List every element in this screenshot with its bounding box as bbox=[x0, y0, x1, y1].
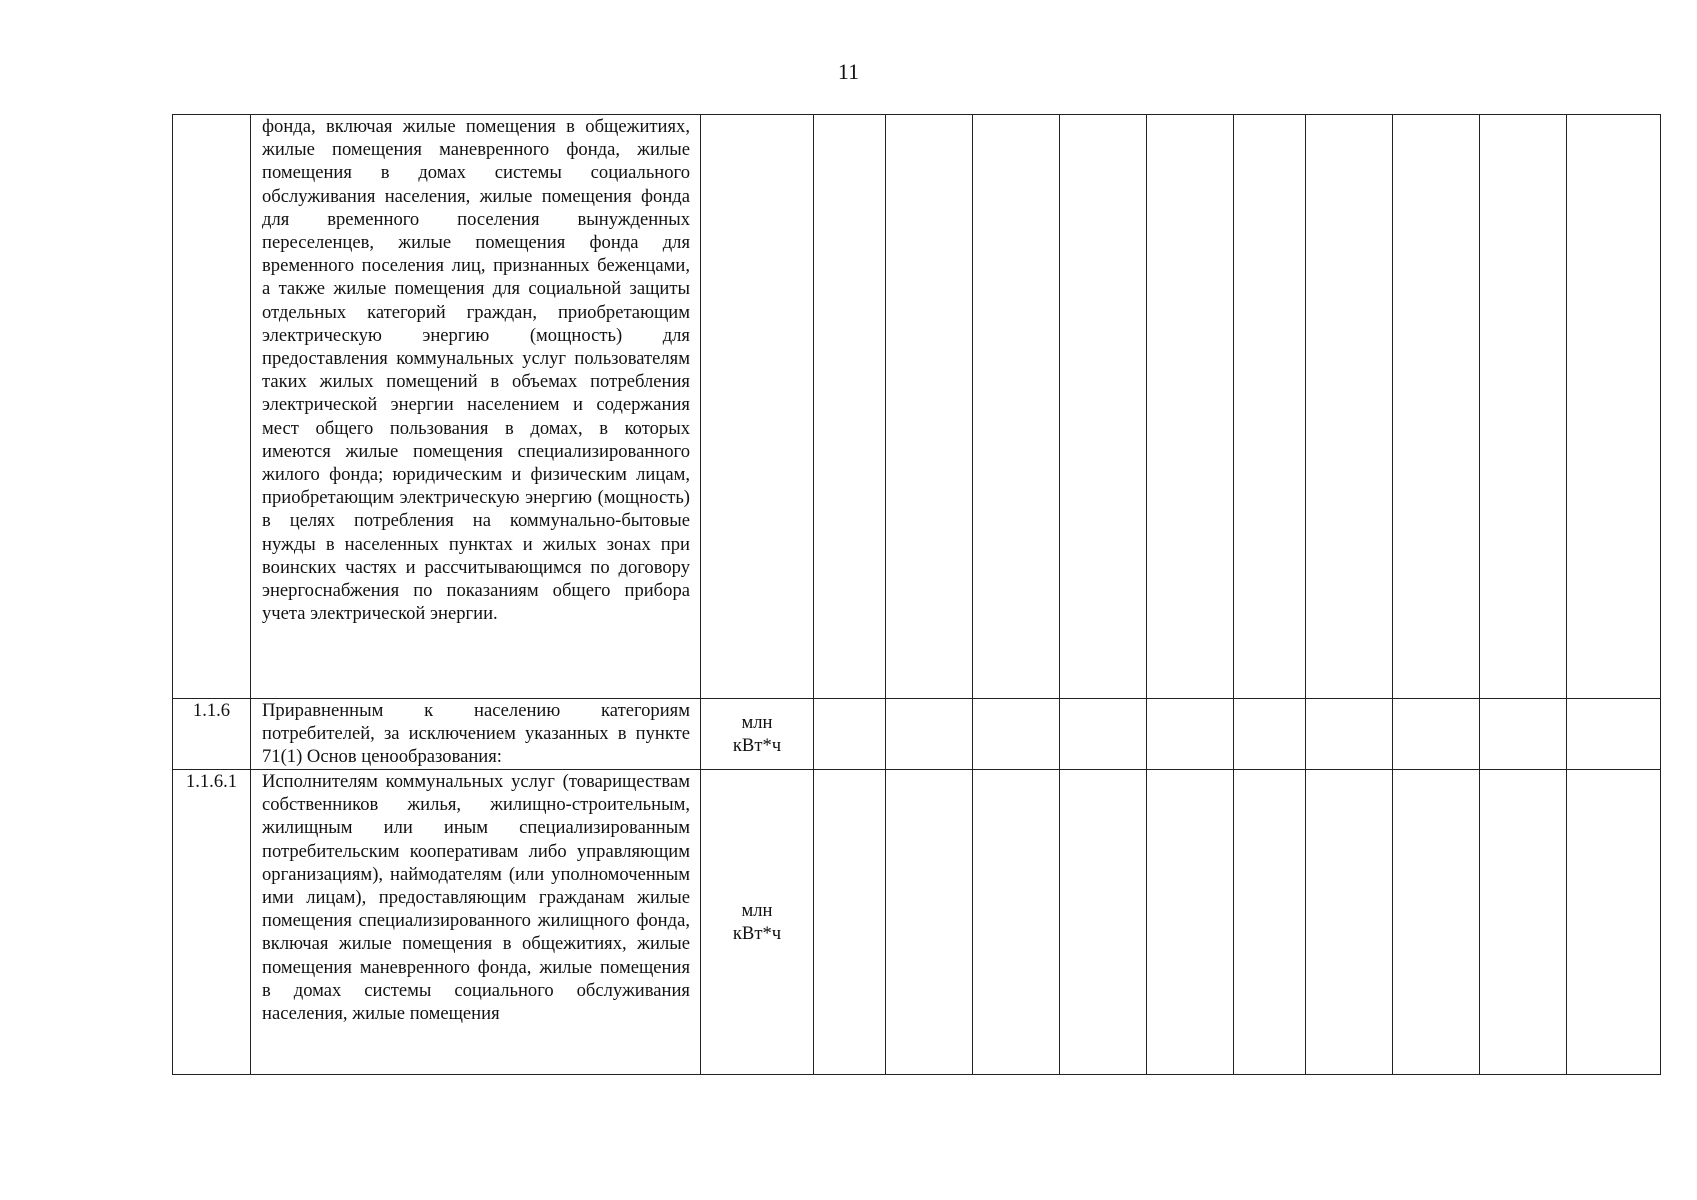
value-cell bbox=[1567, 699, 1661, 770]
value-cell bbox=[1147, 699, 1234, 770]
value-cell bbox=[1234, 699, 1306, 770]
value-cell bbox=[973, 699, 1060, 770]
description-cell bbox=[251, 770, 701, 1075]
table-row bbox=[173, 115, 1661, 699]
page-number: 11 bbox=[837, 59, 860, 84]
value-cell bbox=[1393, 699, 1480, 770]
value-cell bbox=[1060, 115, 1147, 699]
row-number-cell: 1.1.6 bbox=[173, 699, 251, 770]
description-cell bbox=[251, 699, 701, 770]
table-row bbox=[173, 770, 1661, 1075]
row-number-cell: 1.1.6.1 bbox=[173, 770, 251, 1075]
data-table bbox=[172, 114, 1661, 1075]
description-cell bbox=[251, 115, 701, 699]
description-text: Приравненным к населению категориям потребителей, за исключением указанных в пункте 71(1) Основ ценообразования: bbox=[262, 700, 690, 768]
unit-line-2: кВт*ч bbox=[732, 735, 782, 756]
value-cell bbox=[1480, 115, 1567, 699]
description-text: фонда, включая жилые помещения в общежитиях, жилые помещения маневренного фонда, жилые помещения в домах системы социального обслуживания населения, жилые помещения фонда для временного поселения вынужденных переселенцев, жилые помещения фонда для временного поселения лиц, признанных беженцами, а также жилые помещения для социальной защиты отдельных категорий граждан, приобретающим электрическую энергию (мощность) для предоставления коммунальных услуг пользователям таких жилых помещений в объемах потребления электрической энергии населением и содержания мест общего пользования в домах, в которых имеются жилые помещения специализированного жилого фонда; юридическим и физическим лицам, приобретающим электрическую энергию (мощность) в целях потребления на коммунально-бытовые нужды в населенных пунктах и жилых зонах при воинских частях и рассчитывающимся по договору энергоснабжения по показаниям общего прибора учета электрической энергии. bbox=[262, 116, 690, 625]
value-cell bbox=[886, 770, 973, 1075]
value-cell bbox=[1567, 770, 1661, 1075]
value-cell bbox=[1234, 115, 1306, 699]
value-cell bbox=[1480, 699, 1567, 770]
value-cell bbox=[886, 699, 973, 770]
description-text: Исполнителям коммунальных услуг (товариществам собственников жилья, жилищно-строительным, жилищным или иным специализированным потребительским кооперативам либо управляющим организациям), наймодателям (или уполномоченным ими лицам), предоставляющим гражданам жилые помещения специализированного жилищного фонда, включая жилые помещения в общежитиях, жилые помещения маневренного фонда, жилые помещения в домах системы социального обслуживания населения, жилые помещения bbox=[262, 771, 690, 1025]
table-row bbox=[173, 699, 1661, 770]
value-cell bbox=[1306, 699, 1393, 770]
value-cell bbox=[1567, 115, 1661, 699]
unit-line-1: млн bbox=[741, 899, 773, 921]
value-cell bbox=[1060, 699, 1147, 770]
value-cell bbox=[886, 115, 973, 699]
value-cell bbox=[1393, 770, 1480, 1075]
value-cell bbox=[814, 770, 886, 1075]
value-cell bbox=[1306, 770, 1393, 1075]
unit-line-2: кВт*ч bbox=[732, 923, 782, 944]
value-cell bbox=[814, 699, 886, 770]
value-cell bbox=[814, 115, 886, 699]
value-cell bbox=[1147, 770, 1234, 1075]
value-cell bbox=[1147, 115, 1234, 699]
value-cell bbox=[1306, 115, 1393, 699]
value-cell bbox=[973, 770, 1060, 1075]
unit-cell bbox=[701, 770, 814, 1075]
unit-cell bbox=[701, 115, 814, 699]
unit-cell bbox=[701, 699, 814, 770]
value-cell bbox=[1234, 770, 1306, 1075]
value-cell bbox=[973, 115, 1060, 699]
value-cell bbox=[1480, 770, 1567, 1075]
value-cell bbox=[1060, 770, 1147, 1075]
value-cell bbox=[1393, 115, 1480, 699]
unit-line-1: млн bbox=[741, 711, 773, 733]
row-number-cell bbox=[173, 115, 251, 699]
